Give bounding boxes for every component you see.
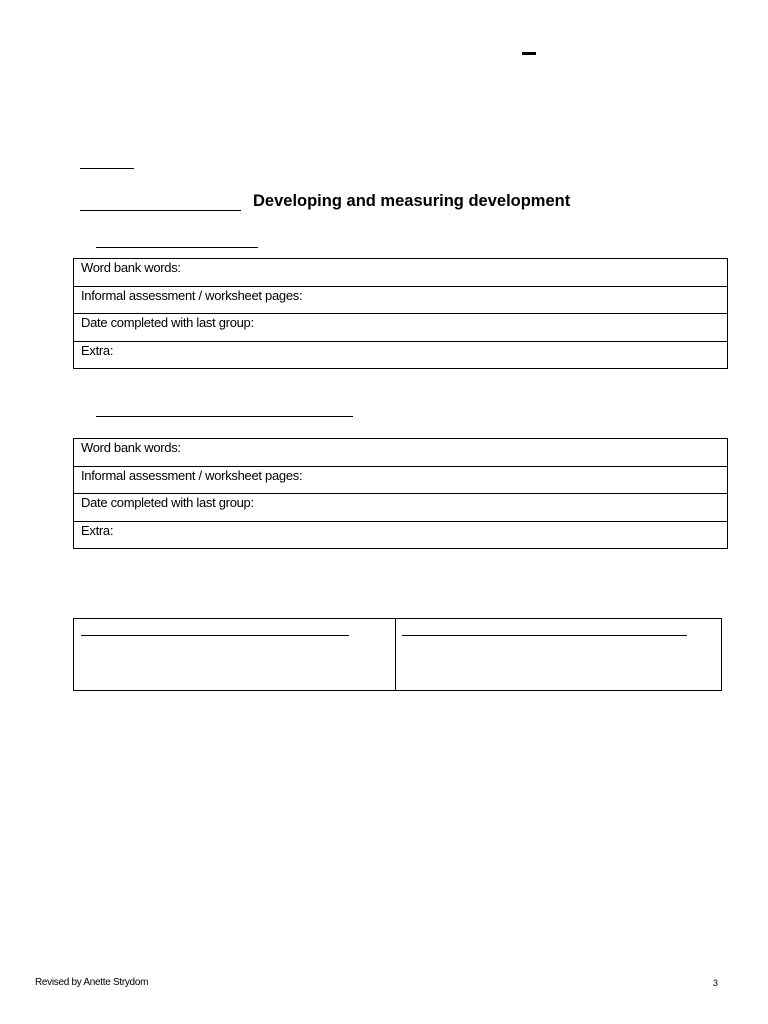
date-completed-label: Date completed with last group: [74, 494, 728, 522]
box-right-blank [402, 635, 687, 636]
section2-table [73, 438, 728, 549]
date-completed-label: Date completed with last group: [74, 314, 728, 342]
assessment-label: Informal assessment / worksheet pages: [74, 286, 728, 314]
underline-blank-title [80, 210, 241, 211]
table-row [74, 521, 728, 549]
two-column-box [73, 618, 722, 691]
footer-revised-by: Revised by Anette Strydom [35, 977, 149, 988]
table-row [74, 341, 728, 369]
extra-label: Extra: [74, 521, 728, 549]
table-row [74, 494, 728, 522]
box-divider [395, 619, 396, 690]
table-row [74, 439, 728, 467]
word-bank-label: Word bank words: [74, 439, 728, 467]
box-left-blank [81, 635, 349, 636]
extra-label: Extra: [74, 341, 728, 369]
section2-title-blank [96, 416, 353, 417]
table-row [74, 314, 728, 342]
header-dash [522, 52, 536, 55]
page-heading: Developing and measuring development [253, 192, 571, 210]
table-row [74, 286, 728, 314]
section1-title-blank [96, 247, 258, 248]
table-row [74, 259, 728, 287]
assessment-label: Informal assessment / worksheet pages: [74, 466, 728, 494]
underline-blank-short [80, 168, 134, 169]
section1-table [73, 258, 728, 369]
footer-page-number: 3 [713, 978, 719, 988]
table-row [74, 466, 728, 494]
word-bank-label: Word bank words: [74, 259, 728, 287]
